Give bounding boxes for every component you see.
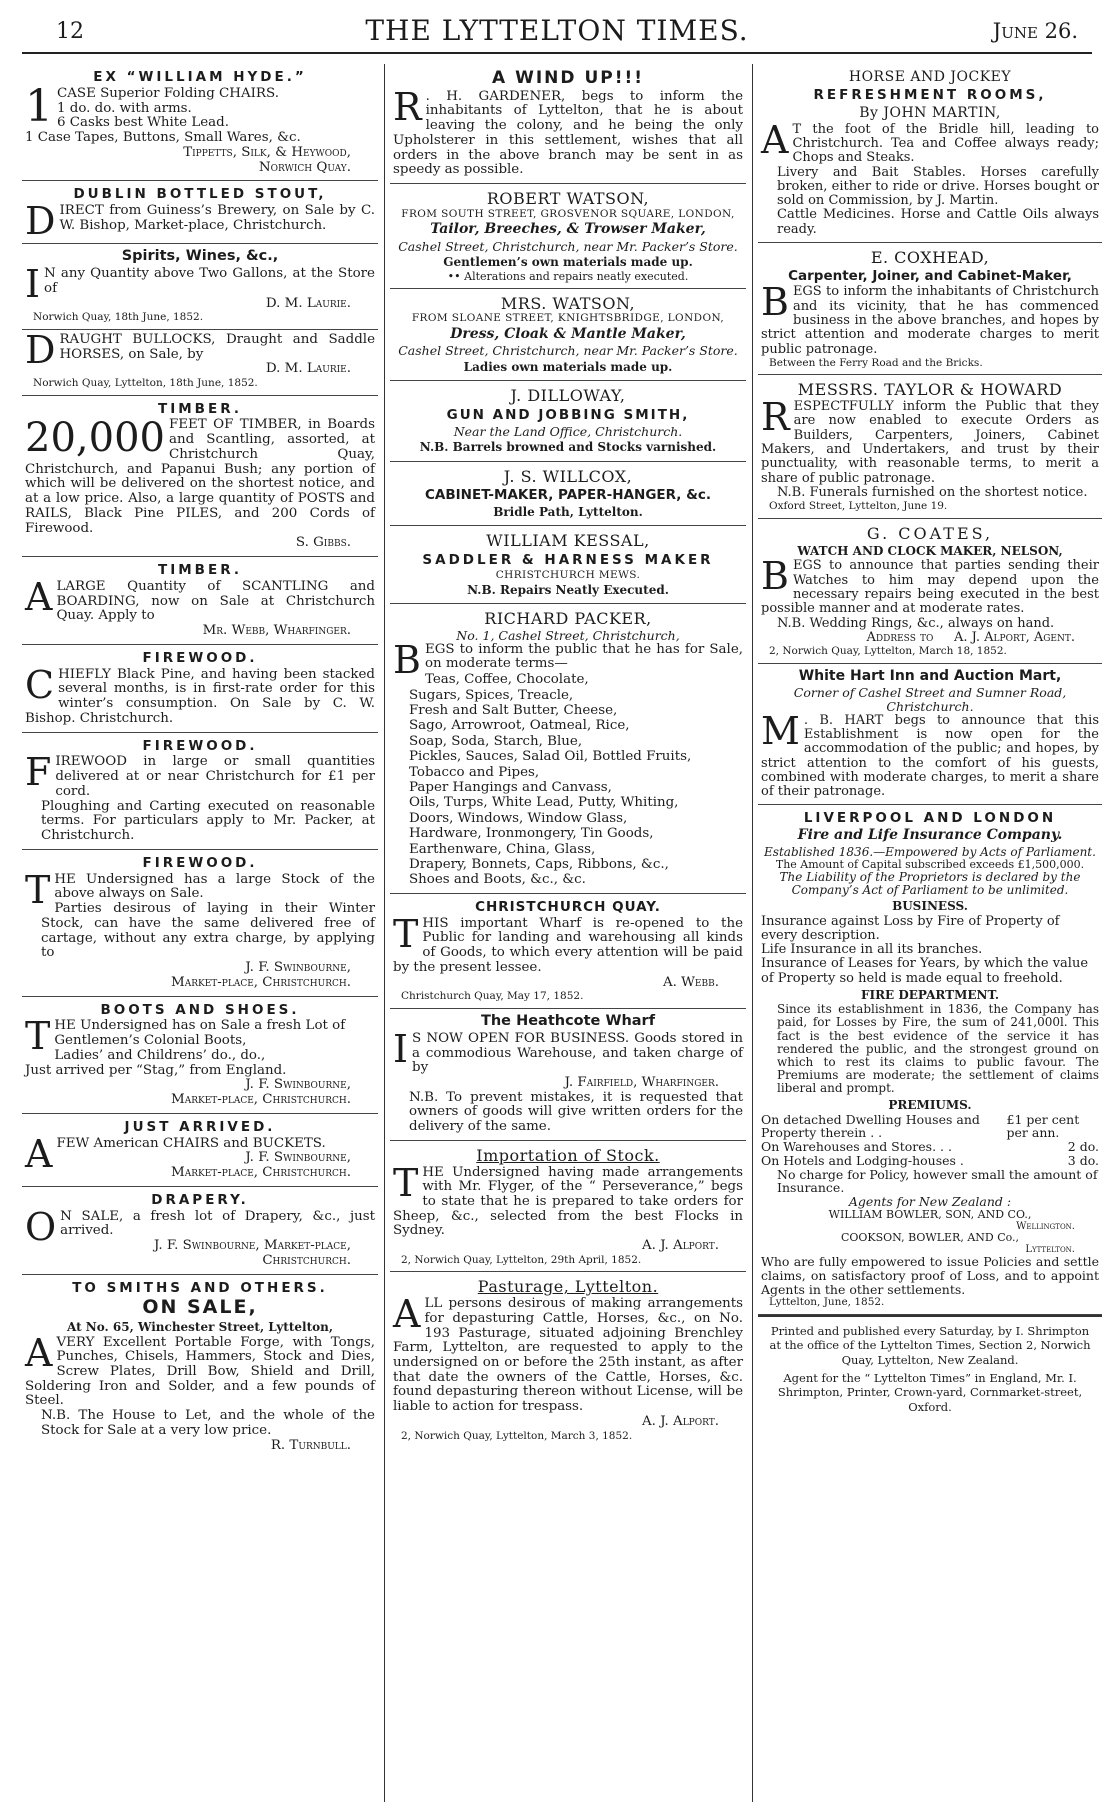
ad-line: Ladies’ and Childrens’ do., do., <box>54 1047 266 1063</box>
drop-cap: I <box>393 1026 409 1071</box>
ad-pasturage <box>390 1272 746 1447</box>
ad-heading: LIVERPOOL AND LONDON <box>803 810 1057 827</box>
issue-date: June 26. <box>992 19 1078 43</box>
ad-body: EGS to inform the inhabitants of Christchurch and its vicinity, that he has commenced business in the above branches, and hopes by strict attention and moderate charges to merit public patronage. <box>761 284 1099 357</box>
ad-signature: Norwich Quay. <box>258 159 351 175</box>
ad-date: 2, Norwich Quay, Lyttelton, March 18, 1852. <box>769 645 1007 658</box>
drop-cap: A <box>25 1330 53 1375</box>
drop-cap: B <box>393 637 421 682</box>
ad-heading: FIREWOOD. <box>142 737 258 754</box>
agent-place: Lyttelton. <box>1025 1244 1075 1256</box>
drop-cap: M <box>761 708 800 753</box>
ad-signature: J. F. Swinbourne, <box>245 1150 351 1166</box>
drop-cap: O <box>25 1204 57 1249</box>
newspaper-title: THE LYTTELTON TIMES. <box>365 14 749 47</box>
ad-body: N.B. Wedding Rings, &c., always on hand. <box>777 615 1055 631</box>
ad-william-hyde <box>22 64 378 181</box>
premium-row <box>761 1140 1099 1154</box>
ad-body: EGS to inform the public that he has for Sale, on moderate terms— <box>424 641 743 672</box>
ad-importation-stock <box>390 1141 746 1273</box>
ad-body: . H. GARDENER, begs to inform the inhabitants of Lyttelton, that he is about leaving the colony, and he being the only Upholsterer in this settlement, wishes that all orders in the above branch may be sent in as speedy as possible. <box>393 88 743 178</box>
ad-address: CHRISTCHURCH MEWS. <box>495 568 641 581</box>
ad-liverpool-london-insurance <box>758 805 1102 1314</box>
ad-signature: A. Webb. <box>662 974 719 990</box>
ad-body: IRECT from Guiness’s Brewery, on Sale by C. W. Bishop, Market-place, Christchurch. <box>59 203 375 233</box>
ad-white-hart <box>758 664 1102 806</box>
drop-cap: T <box>393 911 419 956</box>
ad-coxhead <box>758 243 1102 375</box>
ad-date: Oxford Street, Lyttelton, June 19. <box>769 500 948 513</box>
drop-cap: C <box>25 662 55 707</box>
ad-subheading: GUN AND JOBBING SMITH, <box>446 406 690 423</box>
ad-subheading: SADDLER & HARNESS MAKER <box>422 551 714 568</box>
ad-heading: RICHARD PACKER, <box>484 609 652 629</box>
ad-address: At No. 65, Winchester Street, Lyttelton, <box>66 1320 334 1335</box>
drop-cap: T <box>25 867 51 912</box>
ad-address: Cashel Street, Christchurch, near Mr. Packer’s Store. <box>398 238 738 254</box>
list-item: Pickles, Sauces, Salad Oil, Bottled Fruits, <box>409 749 692 765</box>
ad-body: EGS to announce that parties sending their Watches to him may depend upon the necessary repairs being executed in the best possible manner and at moderate rates. <box>761 558 1099 617</box>
ad-date: Norwich Quay, 18th June, 1852. <box>33 311 204 324</box>
drop-cap: B <box>761 280 789 325</box>
ad-subheading: FROM SOUTH STREET, GROSVENOR SQUARE, LONDON, <box>401 207 735 220</box>
ad-signature: Market-place, Christchurch. <box>171 1165 351 1181</box>
ad-body: FEW American CHAIRS and BUCKETS. <box>56 1135 326 1151</box>
ad-heading: CHRISTCHURCH QUAY. <box>475 898 661 915</box>
list-item: Drapery, Bonnets, Caps, Ribbons, &c., <box>409 856 669 872</box>
ad-firewood-packer <box>22 733 378 850</box>
ad-banner: ON SALE, <box>142 1296 258 1319</box>
ad-line: Life Insurance in all its branches. <box>761 942 983 958</box>
ad-body: HIS important Wharf is re-opened to the Public for landing and warehousing all kinds of Goods, to which every attention will be paid by the present lessee. <box>393 915 743 975</box>
ad-heading: White Hart Inn and Auction Mart, <box>798 667 1062 684</box>
ad-draught-bullocks <box>22 330 378 396</box>
drop-cap: D <box>25 199 56 244</box>
ad-date: Lyttelton, June, 1852. <box>769 1296 885 1309</box>
ad-signature: Address to A. J. Alport, Agent. <box>866 629 1075 645</box>
ad-trade: Tailor, Breeches, & Trowser Maker, <box>430 221 706 238</box>
ad-body: Livery and Bait Stables. Horses carefully broken, either to ride or drive. Horses bought or sold on Commission, by J. Martin. <box>777 164 1099 209</box>
ad-line: Insurance against Loss by Fire of Property of every description. <box>761 913 1060 943</box>
drop-cap: F <box>25 750 52 795</box>
ad-body: N.B. To prevent mistakes, it is requested that owners of goods will give written orders for the delivery of the same. <box>409 1089 743 1135</box>
ad-signature: J. F. Swinbourne, <box>245 960 351 976</box>
premium-label: On detached Dwelling Houses and Property therein . . <box>761 1111 980 1141</box>
ad-body: ESPECTFULLY inform the Public that they are now enabled to execute Orders as Builders, Carpenters, Joiners, Cabinet Makers, and Undertakers, and trust by their punctuality, with reasonable terms, to merit a share of public patronage. <box>761 399 1099 486</box>
drop-cap: A <box>761 117 789 162</box>
ad-address: Corner of Cashel Street and Sumner Road, Christchurch. <box>793 685 1067 714</box>
list-item: Soap, Soda, Starch, Blue, <box>409 733 583 749</box>
premium-value: £1 per cent per ann. <box>1006 1111 1080 1141</box>
ad-signature: Tippetts, Silk, & Heywood, <box>183 144 351 160</box>
drop-cap: R <box>761 395 790 440</box>
ad-kessal <box>390 526 746 604</box>
ad-date: Between the Ferry Road and the Bricks. <box>769 356 983 369</box>
masthead <box>22 14 1092 54</box>
ad-taylor-howard <box>758 375 1102 518</box>
drop-cap: D <box>25 329 56 372</box>
ad-body: . B. HART begs to announce that this Establishment is now open for the accommodation of the public; and hopes, by strict attention to the comfort of his guests, combined with moderate charges, to merit a share of their patronage. <box>761 712 1099 800</box>
ad-line: No charge for Policy, however small the amount of Insurance. <box>777 1166 1098 1196</box>
ad-heading: TO SMITHS AND OTHERS. <box>72 1279 328 1296</box>
ad-note: N.B. Barrels browned and Stocks varnished. <box>419 440 717 455</box>
ad-body: N.B. Funerals furnished on the shortest notice. <box>777 484 1088 500</box>
imprint <box>758 1315 1102 1419</box>
ad-heading: E. COXHEAD, <box>870 248 990 267</box>
list-item: Paper Hangings and Canvass, <box>409 779 612 795</box>
column-rule <box>752 64 753 1802</box>
ad-liability: The Liability of the Proprietors is declared by the Company’s Act of Parliament to be unlimited. <box>779 869 1081 898</box>
ad-body: HE Undersigned has a large Stock of the above always on Sale. <box>54 871 375 902</box>
ad-heading: DUBLIN BOTTLED STOUT, <box>73 186 327 203</box>
ad-address: Near the Land Office, Christchurch. <box>453 423 683 439</box>
ad-signature: Market-place, Christchurch. <box>171 974 351 990</box>
ad-lead: FEET OF TIMBER, in Boards and Scantling, <box>168 417 375 448</box>
ad-heading: REFRESHMENT ROOMS, <box>813 87 1047 104</box>
drop-cap: T <box>25 1014 51 1059</box>
ad-body: Who are fully empowered to issue Policies and settle claims, on satisfactory proof of Loss, and to appoint Agents in the other settlements. <box>761 1254 1099 1297</box>
ad-body: HIEFLY Black Pine, and having been stacked several months, is in first-rate order for this winter’s consumption. On Sale by C. W. Bishop. Christchurch. <box>25 666 375 726</box>
list-item: Doors, Windows, Window Glass, <box>409 810 628 826</box>
imprint-line: Agent for the “ Lyttelton Times” in England, Mr. I. Shrimpton, Printer, Crown-yard, Cornmarket-street, Oxford. <box>777 1371 1083 1414</box>
ad-wind-up <box>390 64 746 184</box>
premium-value: 3 do. <box>1067 1152 1099 1168</box>
ad-signature: J. F. Swinbourne, Market-place, <box>154 1238 351 1254</box>
ad-address: No. 1, Cashel Street, Christchurch, <box>456 627 680 643</box>
ad-line: 1 do. do. with arms. <box>57 100 192 116</box>
ad-spirits <box>22 244 378 330</box>
ad-dublin-stout <box>22 181 378 244</box>
list-item: Fresh and Salt Butter, Cheese, <box>409 702 618 718</box>
list-item: Earthenware, China, Glass, <box>409 841 596 857</box>
ad-body: N SALE, a fresh lot of Drapery, &c., just arrived. <box>60 1208 375 1239</box>
ad-heading: DRAPERY. <box>151 1191 249 1208</box>
ad-heading: HORSE AND JOCKEY <box>848 69 1012 85</box>
ad-signature: Market-place, Christchurch. <box>171 1092 351 1108</box>
column-1 <box>22 64 378 1802</box>
ad-heading: J. DILLOWAY, <box>510 386 626 406</box>
ad-horse-jockey <box>758 64 1102 243</box>
ad-note: •• Alterations and repairs neatly executed. <box>447 269 689 283</box>
ad-line: Just arrived per “Stag,” from England. <box>25 1062 287 1078</box>
ad-date: 2, Norwich Quay, Lyttelton, 29th April, 1852. <box>401 1253 642 1266</box>
ad-body: T the foot of the Bridle hill, leading to Christchurch. Tea and Coffee always ready; Chops and Steaks. <box>792 121 1099 166</box>
ad-body: S NOW OPEN FOR BUSINESS. Goods stored in a commodious Warehouse, and taken charge of by <box>412 1030 743 1076</box>
list-item: Oils, Turps, White Lead, Putty, Whiting, <box>409 795 679 811</box>
ad-heading: EX “WILLIAM HYDE.” <box>93 69 307 85</box>
list-item: Sugars, Spices, Treacle, <box>409 687 574 703</box>
ad-signature: A. J. Alport. <box>642 1238 719 1254</box>
ad-boots-shoes <box>22 997 378 1114</box>
ad-coates <box>758 519 1102 664</box>
ad-body: Parties desirous of laying in their Winter Stock, can have the same delivered free of cartage, without any extra charge, by applying to <box>41 901 375 961</box>
ad-section-heading: BUSINESS. <box>892 899 968 914</box>
ad-dilloway <box>390 381 746 461</box>
ad-body: VERY Excellent Portable Forge, with Tongs, Punches, Chisels, Hammers, Stock and Dies, Screw Plates, Drill Bow, Shield and Drill, Soldering Iron and Solder, and a few pounds of Steel. <box>25 1334 375 1409</box>
drop-cap: B <box>761 554 789 599</box>
ad-timber-gibbs <box>22 396 378 557</box>
ad-christchurch-quay <box>390 894 746 1009</box>
ad-agents-heading: Agents for New Zealand : <box>848 1194 1012 1210</box>
ad-address: Cashel Street, Christchurch, near Mr. Packer’s Store. <box>398 343 738 359</box>
column-2 <box>390 64 746 1802</box>
agent-name: COOKSON, BOWLER, AND Co., <box>840 1231 1020 1245</box>
ad-signature: S. Gibbs. <box>295 535 351 551</box>
ad-line: 1 Case Tapes, Buttons, Small Wares, &c. <box>25 130 301 146</box>
ad-date: Norwich Quay, Lyttelton, 18th June, 1852. <box>33 376 258 389</box>
ad-signature: R. Turnbull. <box>270 1437 351 1453</box>
ad-signature: J. Fairfield, Wharfinger. <box>564 1075 719 1090</box>
drop-cap: A <box>25 574 53 619</box>
ad-subheading: WATCH AND CLOCK MAKER, NELSON, <box>797 544 1063 559</box>
ad-to-smiths <box>22 1275 378 1459</box>
ad-subheading: FROM SLOANE STREET, KNIGHTSBRIDGE, LONDON, <box>411 312 725 325</box>
column-3 <box>758 64 1102 1802</box>
ad-robert-watson <box>390 184 746 289</box>
ad-heading: JUST ARRIVED. <box>124 1118 276 1135</box>
ad-date: 2, Norwich Quay, Lyttelton, March 3, 1852. <box>401 1429 633 1442</box>
ad-note: N.B. Repairs Neatly Executed. <box>467 583 669 598</box>
ad-body: HE Undersigned has on Sale a fresh Lot of <box>54 1018 346 1034</box>
ad-body: LL persons desirous of making arrangements for depasturing Cattle, Horses, &c., on No. 193 Pasturage, situated adjoining Brenchley Farm, Lyttelton, are requested to apply to the undersigned on or before the 25th instant, as after that date the owners of the Cattle, Horses, &c. found depasturing thereon without License, will be liable to action for trespass. <box>393 1296 743 1415</box>
drop-cap: A <box>25 1131 53 1176</box>
ad-heading: MESSRS. TAYLOR & HOWARD <box>797 380 1063 400</box>
agent-name: WILLIAM BOWLER, SON, AND CO., <box>828 1207 1032 1221</box>
ad-subheading: Carpenter, Joiner, and Cabinet-Maker, <box>788 267 1072 284</box>
agent-place: Wellington. <box>1016 1221 1075 1233</box>
ad-address: Bridle Path, Lyttelton. <box>493 504 643 519</box>
premium-label: On Warehouses and Stores. . . <box>761 1139 952 1155</box>
drop-cap: R <box>393 84 422 129</box>
ad-trade: Dress, Cloak & Mantle Maker, <box>450 325 686 342</box>
premium-row <box>761 1154 1099 1168</box>
ad-subheading: CABINET-MAKER, PAPER-HANGER, &c. <box>425 487 711 504</box>
ad-signature: A. J. Alport. <box>642 1413 719 1429</box>
ad-line: CASE Superior Folding CHAIRS. <box>57 85 279 101</box>
ad-willcox <box>390 462 746 527</box>
ad-firewood-swinbourne <box>22 850 378 997</box>
ad-capital: The Amount of Capital subscribed exceeds £1,500,000. <box>775 857 1085 871</box>
ad-heading: G. COATES, <box>866 523 994 543</box>
drop-cap: 1 <box>25 80 53 132</box>
ad-body: N.B. The House to Let, and the whole of the Stock for Sale at a very low price. <box>41 1408 375 1438</box>
ad-signature: D. M. Laurie. <box>265 361 351 377</box>
ad-byline: By JOHN MARTIN, <box>859 105 1001 122</box>
drop-cap: I <box>25 262 41 307</box>
list-item: Hardware, Ironmongery, Tin Goods, <box>409 826 654 842</box>
premium-label: On Hotels and Lodging-houses . <box>761 1152 964 1168</box>
drop-number: 20,000 <box>25 415 165 462</box>
imprint-line: Printed and published every Saturday, by I. Shrimpton at the office of the Lyttelton Times, Section 2, Norwich Quay, Lyttelton, New Zealand. <box>769 1323 1091 1367</box>
ad-drapery <box>22 1187 378 1275</box>
ad-heading: WILLIAM KESSAL, <box>486 531 650 551</box>
ad-note: Ladies own materials made up. <box>463 359 673 374</box>
ad-just-arrived <box>22 1114 378 1187</box>
list-item: Tobacco and Pipes, <box>409 764 540 780</box>
ad-heading: ROBERT WATSON, <box>486 189 650 209</box>
ad-heading: TIMBER. <box>158 561 242 578</box>
ad-established: Established 1836.—Empowered by Acts of Parliament. <box>764 844 1096 859</box>
premium-row <box>761 1113 1099 1141</box>
ad-note: Gentlemen’s own materials made up. <box>443 255 693 270</box>
ad-body: N any Quantity above Two Gallons, at the Store of <box>44 266 375 296</box>
list-item: Shoes and Boots, &c., &c. <box>409 872 586 888</box>
drop-cap: T <box>393 1160 419 1205</box>
page-number: 12 <box>56 19 84 44</box>
list-item: Sago, Arrowroot, Oatmeal, Rice, <box>409 718 630 734</box>
ad-signature: D. M. Laurie. <box>265 295 351 311</box>
ad-body: Cattle Medicines. Horse and Cattle Oils always ready. <box>777 207 1099 237</box>
ad-heading: BOOTS AND SHOES. <box>100 1001 300 1018</box>
ad-body: Ploughing and Carting executed on reasonable terms. For particulars apply to Mr. Packer, at Christchurch. <box>41 798 375 844</box>
ad-line: Gentlemen’s Colonial Boots, <box>54 1033 247 1049</box>
ad-mrs-watson <box>390 289 746 381</box>
ad-signature: Christchurch. <box>262 1252 351 1268</box>
ad-company: Fire and Life Insurance Company. <box>797 827 1063 844</box>
ad-firewood-bishop <box>22 645 378 733</box>
ad-section-heading: PREMIUMS. <box>888 1097 972 1112</box>
ad-heading: TIMBER. <box>158 400 242 417</box>
ad-body: RAUGHT BULLOCKS, Draught and Saddle HORSES, on Sale, by <box>59 331 375 362</box>
ad-body: assorted, at Christchurch Quay, Christchurch, and Papanui Bush; any portion of which will be delivered on the shortest notice, and at a low price. Also, a large quantity of POSTS and RAILS, Black Pine PILES, and 200 Cords of Firewood. <box>25 432 375 536</box>
drop-cap: A <box>393 1292 421 1337</box>
ad-body: Since its establishment in 1836, the Company has paid, for Losses by Fire, the sum of 241,000l. This fact is the best evidence of the service it has rendered the public, and the strongest ground on which to rest its claims to public favour. The Premiums are moderate; the settlement of claims liberal and prompt. <box>777 1002 1099 1096</box>
ad-heading: The Heathcote Wharf <box>480 1012 656 1029</box>
ad-date: Christchurch Quay, May 17, 1852. <box>401 990 584 1003</box>
goods-list <box>393 672 743 888</box>
ad-richard-packer <box>390 604 746 894</box>
ad-line: Insurance of Leases for Years, by which the value of Property so held is made equal to freehold. <box>761 956 1089 986</box>
list-item: Teas, Coffee, Chocolate, <box>424 672 589 688</box>
ad-line: 6 Casks best White Lead. <box>57 115 229 131</box>
ad-heading: A WIND UP!!! <box>492 68 644 88</box>
column-rule <box>384 64 385 1802</box>
ad-heading: Spirits, Wines, &c., <box>121 248 279 265</box>
ad-body: IREWOOD in large or small quantities delivered at or near Christchurch for £1 per cord. <box>55 754 375 799</box>
ad-heathcote-wharf <box>390 1009 746 1141</box>
ad-section-heading: FIRE DEPARTMENT. <box>860 988 1000 1003</box>
ad-heading: FIREWOOD. <box>142 649 258 666</box>
ad-heading: Importation of Stock. <box>476 1145 660 1165</box>
ad-heading: J. S. WILLCOX, <box>503 466 633 486</box>
ad-heading: Pasturage, Lyttelton. <box>477 1277 659 1297</box>
ad-signature: Mr. Webb, Wharfinger. <box>202 623 351 639</box>
ad-timber-webb <box>22 557 378 645</box>
premium-value: 2 do. <box>1067 1139 1099 1155</box>
ad-body: HE Undersigned having made arrangements with Mr. Flyger, of the “ Perseverance,” begs to state that he is prepared to take orders for Sheep, &c., selected from the best Flocks in Sydney. <box>393 1164 743 1239</box>
ad-body: LARGE Quantity of SCANTLING and BOARDING, now on Sale at Christchurch Quay. Apply to <box>56 578 375 624</box>
ad-signature: J. F. Swinbourne, <box>245 1077 351 1093</box>
ad-heading: MRS. WATSON, <box>500 293 636 313</box>
ad-heading: FIREWOOD. <box>142 854 258 871</box>
